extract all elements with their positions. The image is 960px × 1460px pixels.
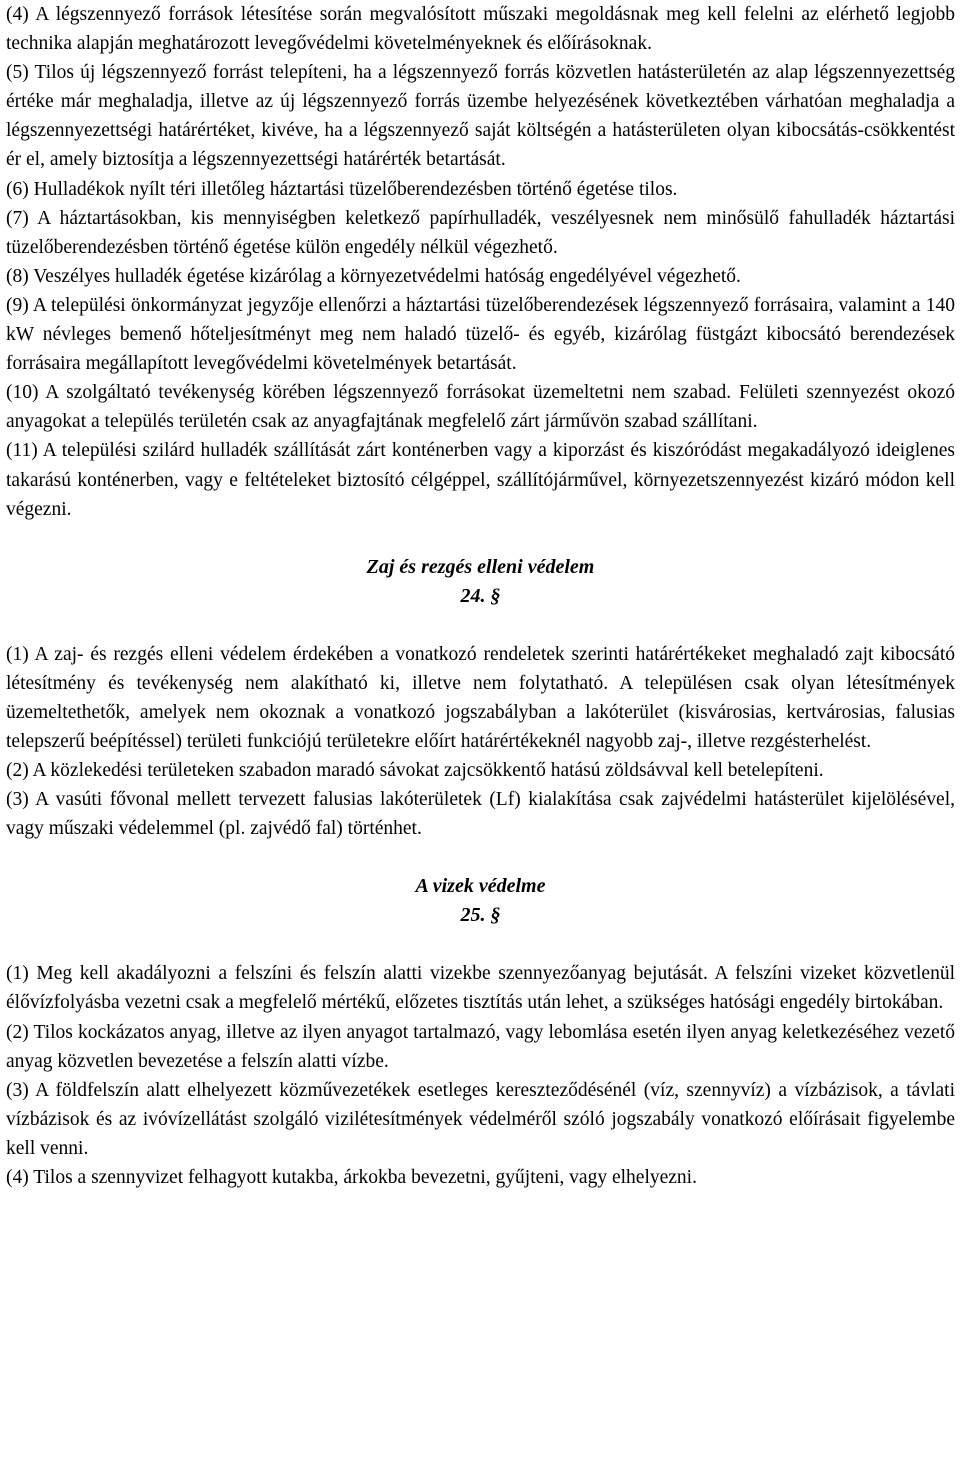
paragraph-6: (6) Hulladékok nyílt téri illetőleg háztartási tüzelőberendezésben történő égetése tilos. (6, 178, 678, 200)
section-number: 25. § (460, 904, 501, 927)
paragraph-11: (11) A települési szilárd hulladék szállítását zárt konténerben vagy a kiporzást és kiszóródást megakadályozó ideiglenes takarású konténerben, vagy e feltételeket biztosító célgéppel, szállítójárművel, környezetszennyezést kizáró módon kell végezni. (6, 440, 955, 520)
paragraph-1: (1) Meg kell akadályozni a felszíni és felszín alatti vizekbe szennyezőanyag bejutását. A felszíni vizeket közvetlenül élővízfolyásba vezetni csak a megfelelő mértékű, előzetes tisztítás után lehet, a szükséges hatósági engedély birtokában. (6, 963, 955, 1014)
paragraph-8: (8) Veszélyes hulladék égetése kizárólag a környezetvédelmi hatóság engedélyével végezhető. (6, 265, 741, 287)
paragraph-10: (10) A szolgáltató tevékenység körében légszennyező forrásokat üzemeltetni nem szabad. Felületi szennyezést okozó anyagokat a település területén csak az anyagfajtának megfelelő zárt járművön szabad szállítani. (6, 382, 955, 433)
section-noise-protection (6, 553, 955, 844)
spacer (6, 843, 955, 872)
document-page (6, 0, 955, 1192)
paragraph-2: (2) A közlekedési területeken szabadon maradó sávokat zajcsökkentő hatású zöldsávval kell betelepíteni. (6, 760, 824, 782)
paragraph-3: (3) A földfelszín alatt elhelyezett közművezetékek esetleges kereszteződésénél (víz, szennyvíz) a vízbázisok, a távlati vízbázisok és az ivóvízellátást szolgáló vizilétesítmények védelméről szóló jogszabály vonatkozó előírásait figyelembe kell venni. (6, 1079, 955, 1159)
paragraph-5: (5) Tilos új légszennyező forrást telepíteni, ha a légszennyező forrás közvetlen hatásterületén az alap légszennyezettség értéke már meghaladja, illetve az új légszennyező forrás üzembe helyezésének következtében várhatóan meghaladja a légszennyezettségi határértéket, kivéve, ha a légszennyező saját költségén a hatásterületen olyan kibocsátás-csökkentést ér el, amely biztosítja a légszennyezettségi határérték betartását. (6, 62, 955, 171)
paragraph-2: (2) Tilos kockázatos anyag, illetve az ilyen anyagot tartalmazó, vagy lebomlása esetén ilyen anyag keletkezéséhez vezető anyag közvetlen bevezetése a felszín alatti vízbe. (6, 1021, 955, 1072)
paragraph-4: (4) Tilos a szennyvizet felhagyott kutakba, árkokba bevezetni, gyűjteni, vagy elhelyezni. (6, 1167, 697, 1188)
paragraph-4: (4) A légszennyező források létesítése során megvalósított műszaki megoldásnak meg kell felelni az elérhető legjobb technika alapján meghatározott levegővédelmi követelményeknek és előírásoknak. (6, 4, 955, 55)
section-air-protection (6, 0, 955, 524)
section-title: A vizek védelme (415, 875, 546, 898)
spacer (6, 524, 955, 553)
paragraph-3: (3) A vasúti fővonal mellett tervezett falusias lakóterületek (Lf) kialakítása csak zajvédelmi hatásterület kijelölésével, vagy műszaki védelemmel (pl. zajvédő fal) történhet. (6, 789, 955, 840)
spacer (6, 611, 955, 640)
section-water-protection (6, 872, 955, 1192)
section-title: Zaj és rezgés elleni védelem (366, 555, 595, 578)
spacer (6, 930, 955, 959)
paragraph-1: (1) A zaj- és rezgés elleni védelem érdekében a vonatkozó rendeletek szerinti határértékeket meghaladó zajt kibocsátó létesítmény és tevékenység nem alakítható ki, illetve nem folytatható. A településen csak olyan létesítmények üzemeltethetők, amelyek nem okoznak a vonatkozó jogszabályban a lakóterület (kisvárosias, kertvárosias, falusias telepszerű beépítéssel) területi funkciójú területekre előírt határértékeknél nagyobb zaj-, illetve rezgésterhelést. (6, 643, 955, 752)
paragraph-7: (7) A háztartásokban, kis mennyiségben keletkező papírhulladék, veszélyesnek nem minősülő fahulladék háztartási tüzelőberendezésben történő égetése külön engedély nélkül végezhető. (6, 207, 955, 258)
paragraph-9: (9) A települési önkormányzat jegyzője ellenőrzi a háztartási tüzelőberendezések légszennyező forrásaira, valamint a 140 kW névleges bemenő hőteljesítményt meg nem haladó tüzelő- és egyéb, kizárólag füstgázt kibocsátó berendezések forrásaira megállapított levegővédelmi követelmények betartását. (6, 294, 955, 375)
section-number: 24. § (460, 584, 501, 607)
